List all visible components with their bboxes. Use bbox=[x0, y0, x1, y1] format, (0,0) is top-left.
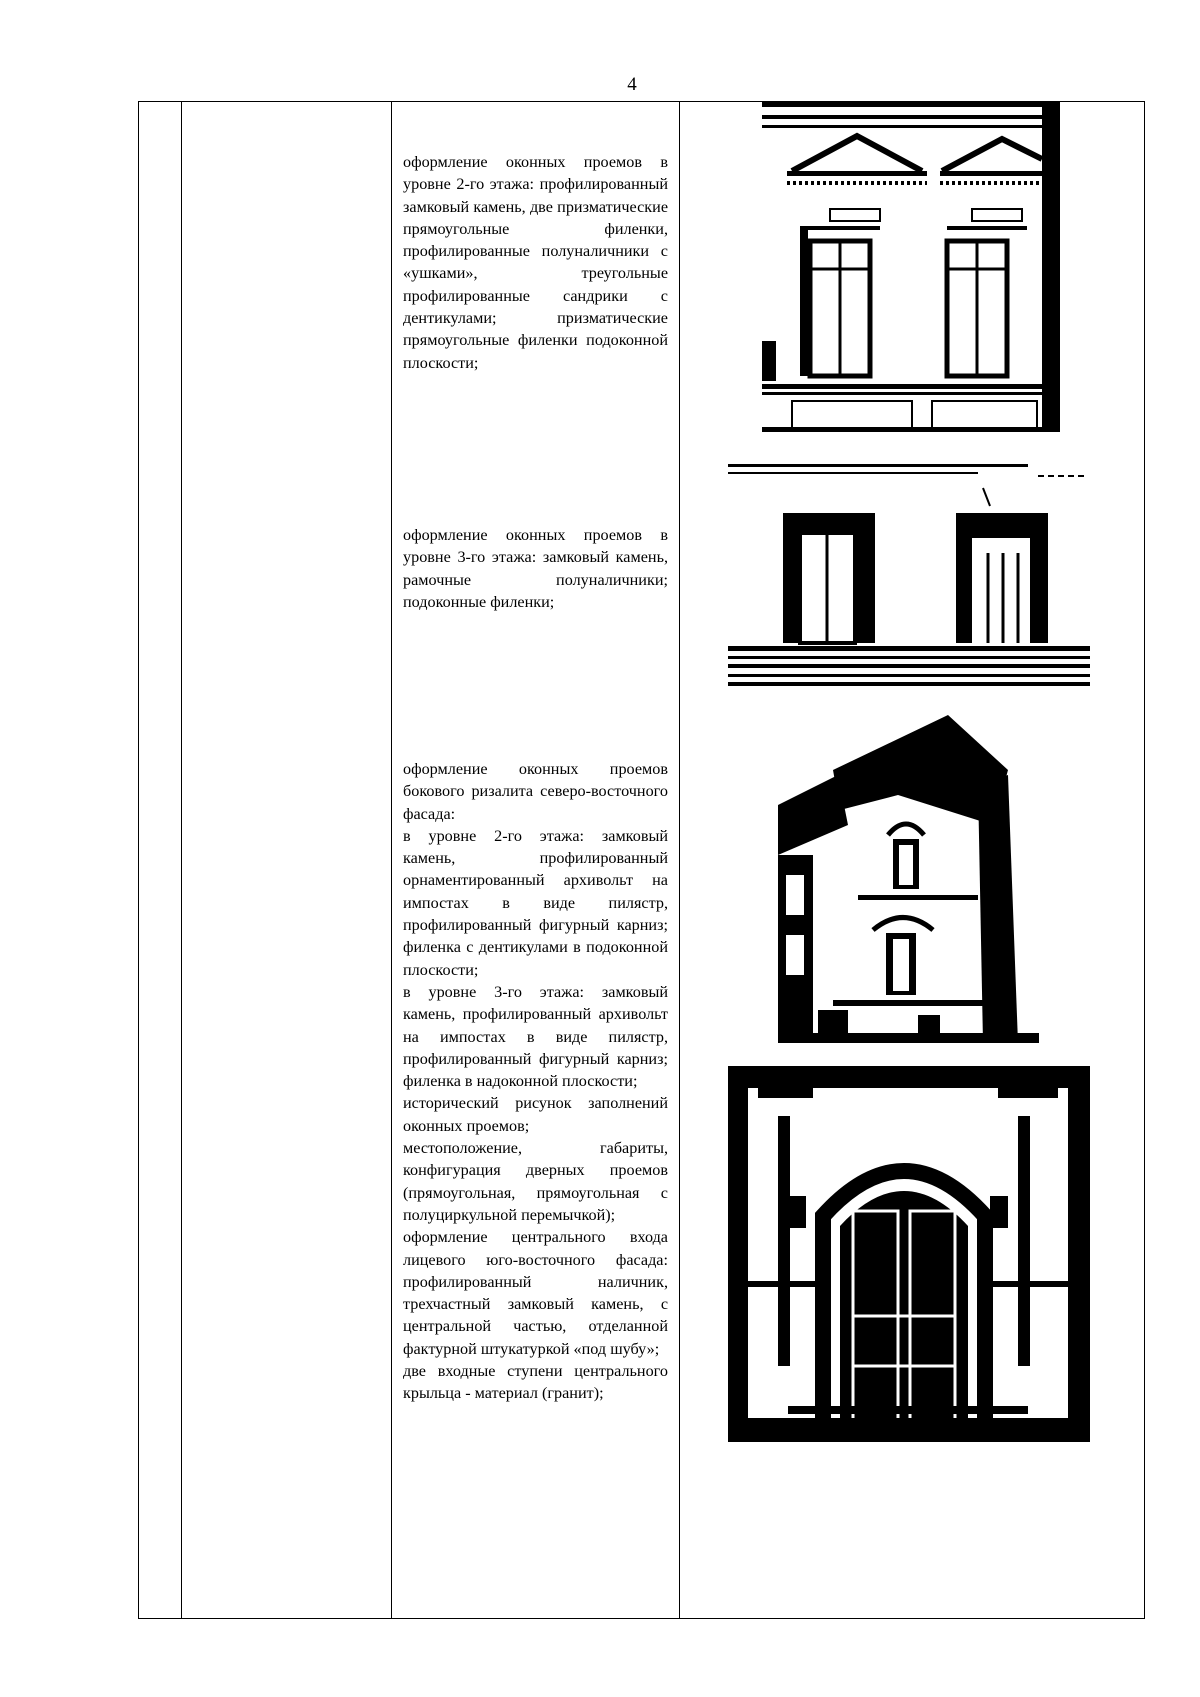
photo-windows-floor-3 bbox=[728, 458, 1090, 690]
page-number: 4 bbox=[627, 74, 637, 95]
description-text: местоположение, габариты, конфигурация дверных проемов (прямоугольная, прямоугольная с полуциркульной перемычкой); bbox=[403, 1139, 668, 1224]
photo-drawing bbox=[778, 715, 1039, 1043]
photo-drawing bbox=[728, 1066, 1090, 1442]
description-text: в уровне 3-го этажа: замковый камень, профилированный архивольт на импостах в виде пилястр, профилированный фигурный карниз; филенка в надоконной плоскости; bbox=[403, 982, 668, 1091]
description-text: оформление оконных проемов в уровне 3-го этажа: замковый камень, рамочные полуналичники; подоконные филенки; bbox=[403, 526, 668, 611]
description-windows-floor-3 bbox=[403, 524, 668, 613]
description-text: две входные ступени центрального крыльца - материал (гранит); bbox=[403, 1362, 668, 1403]
description-side-risalit-and-entrance bbox=[403, 758, 668, 1405]
photo-drawing bbox=[728, 458, 1090, 690]
column-divider bbox=[679, 102, 680, 1618]
column-divider bbox=[391, 102, 392, 1618]
photo-central-entrance bbox=[728, 1066, 1090, 1442]
photo-side-risalit bbox=[778, 715, 1039, 1043]
photo-drawing bbox=[762, 101, 1060, 432]
description-text: оформление центрального входа лицевого юго-восточного фасада: профилированный наличник, трехчастный замковый камень, с центральной частью, отделанной фактурной штукатуркой «под шубу»; bbox=[403, 1228, 668, 1358]
description-text: оформление оконных проемов в уровне 2-го этажа: профилированный замковый камень, две призматические прямоугольные филенки, профилированные полуналичники с «ушками», треугольные профилированные сандрики с дентикулами; призматические прямоугольные филенки подоконной плоскости; bbox=[403, 153, 668, 372]
description-text: исторический рисунок заполнений оконных проемов; bbox=[403, 1094, 668, 1135]
description-text: оформление оконных проемов бокового ризалита северо-восточного фасада: bbox=[403, 760, 668, 823]
column-divider bbox=[181, 102, 182, 1618]
description-text: в уровне 2-го этажа: замковый камень, профилированный орнаментированный архивольт на импостах в виде пилястр, профилированный фигурный карниз; филенка с дентикулами в подоконной плоскости; bbox=[403, 826, 668, 979]
description-windows-floor-2 bbox=[403, 151, 668, 374]
photo-windows-floor-2 bbox=[762, 101, 1060, 432]
